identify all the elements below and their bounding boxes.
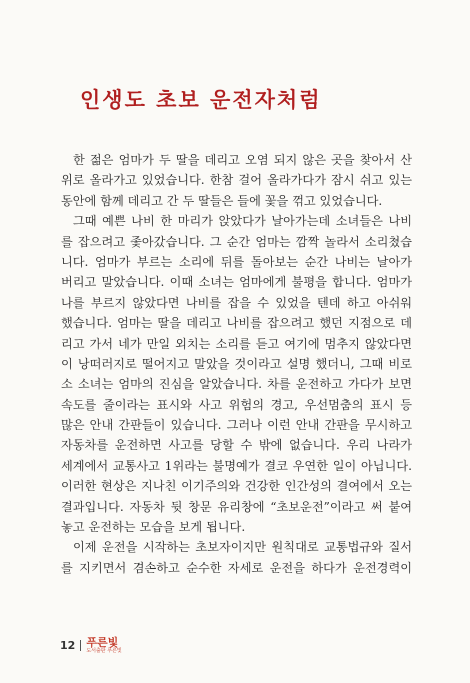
text-line: 한 젊은 엄마가 두 딸을 데리고 오염 되지 않은 곳을 찾아서 산 bbox=[73, 153, 412, 167]
publisher-logo-subtext: 도서출판 푸른빛 bbox=[86, 648, 122, 654]
text-line: 놓고 운전하는 모습을 보게 됩니다. bbox=[61, 520, 246, 535]
body-text bbox=[61, 150, 412, 578]
publisher-logo-text: 푸른빛 bbox=[86, 636, 119, 649]
text-line: 소 소녀는 엄마의 진심을 알았습니다. 차를 운전하고 가다가 보면 bbox=[61, 377, 412, 392]
text-line: 위로 올라가고 있었습니다. 한참 걸어 올라가다가 잠시 쉬고 있는 bbox=[61, 173, 412, 188]
text-line: 나를 부르지 않았다면 나비를 잡을 수 있었을 텐데 하고 아쉬워 bbox=[61, 295, 412, 310]
text-line: 그때 예쁜 나비 한 마리가 앉았다가 날아가는데 소녀들은 나비 bbox=[73, 214, 412, 229]
text-line: 했습니다. 엄마는 딸을 데리고 나비를 잡으려고 했던 지점으로 데 bbox=[61, 316, 412, 331]
text-line: 자동차를 운전하면 사고를 당할 수 밖에 없습니다. 우리 나라가 bbox=[61, 438, 412, 453]
text-line: 이러한 현상은 지나친 이기주의와 건강한 인간성의 결여에서 오는 bbox=[61, 479, 412, 494]
page-number: 12 bbox=[60, 639, 76, 652]
text-line: 버리고 말았습니다. 이때 소녀는 엄마에게 불평을 합니다. 엄마가 bbox=[61, 275, 412, 290]
text-line: 결과입니다. 자동차 뒷 창문 유리창에 “초보운전”이라고 써 붙여 bbox=[61, 499, 412, 514]
text-line: 세계에서 교통사고 1위라는 불명예가 결코 우연한 일이 아닙니다. bbox=[61, 458, 412, 473]
text-line: 이 낭떠러지로 떨어지고 말았을 것이라고 설명 했더니, 그때 비로 bbox=[61, 356, 412, 371]
text-line: 를 잡으려고 좇아갔습니다. 그 순간 엄마는 깜짝 놀라서 소리쳤습 bbox=[61, 234, 412, 249]
chapter-title: 인생도 초보 운전자처럼 bbox=[80, 88, 322, 112]
page-footer bbox=[60, 637, 122, 654]
text-line: 속도를 줄이라는 표시와 사고 위험의 경고, 우선멈춤의 표시 등 bbox=[61, 397, 412, 412]
text-line: 를 지키면서 겸손하고 순수한 자세로 운전을 하다가 운전경력이 bbox=[61, 560, 412, 575]
footer-divider bbox=[80, 640, 81, 651]
text-line: 리고 가서 네가 만일 외치는 소리를 듣고 여기에 멈추지 않았다면 bbox=[61, 336, 412, 351]
text-line: 많은 안내 간판들이 있습니다. 그러나 이런 안내 간판을 무시하고 bbox=[61, 418, 412, 433]
text-line: 이제 운전을 시작하는 초보자이지만 원칙대로 교통법규와 질서 bbox=[73, 540, 412, 555]
publisher-logo bbox=[86, 637, 121, 654]
text-line: 동안에 함께 데리고 간 두 딸들은 들에 꽃을 꺾고 있었습니다. bbox=[61, 193, 383, 208]
text-line: 니다. 엄마가 부르는 소리에 뒤를 돌아보는 순간 나비는 날아가 bbox=[61, 254, 412, 269]
